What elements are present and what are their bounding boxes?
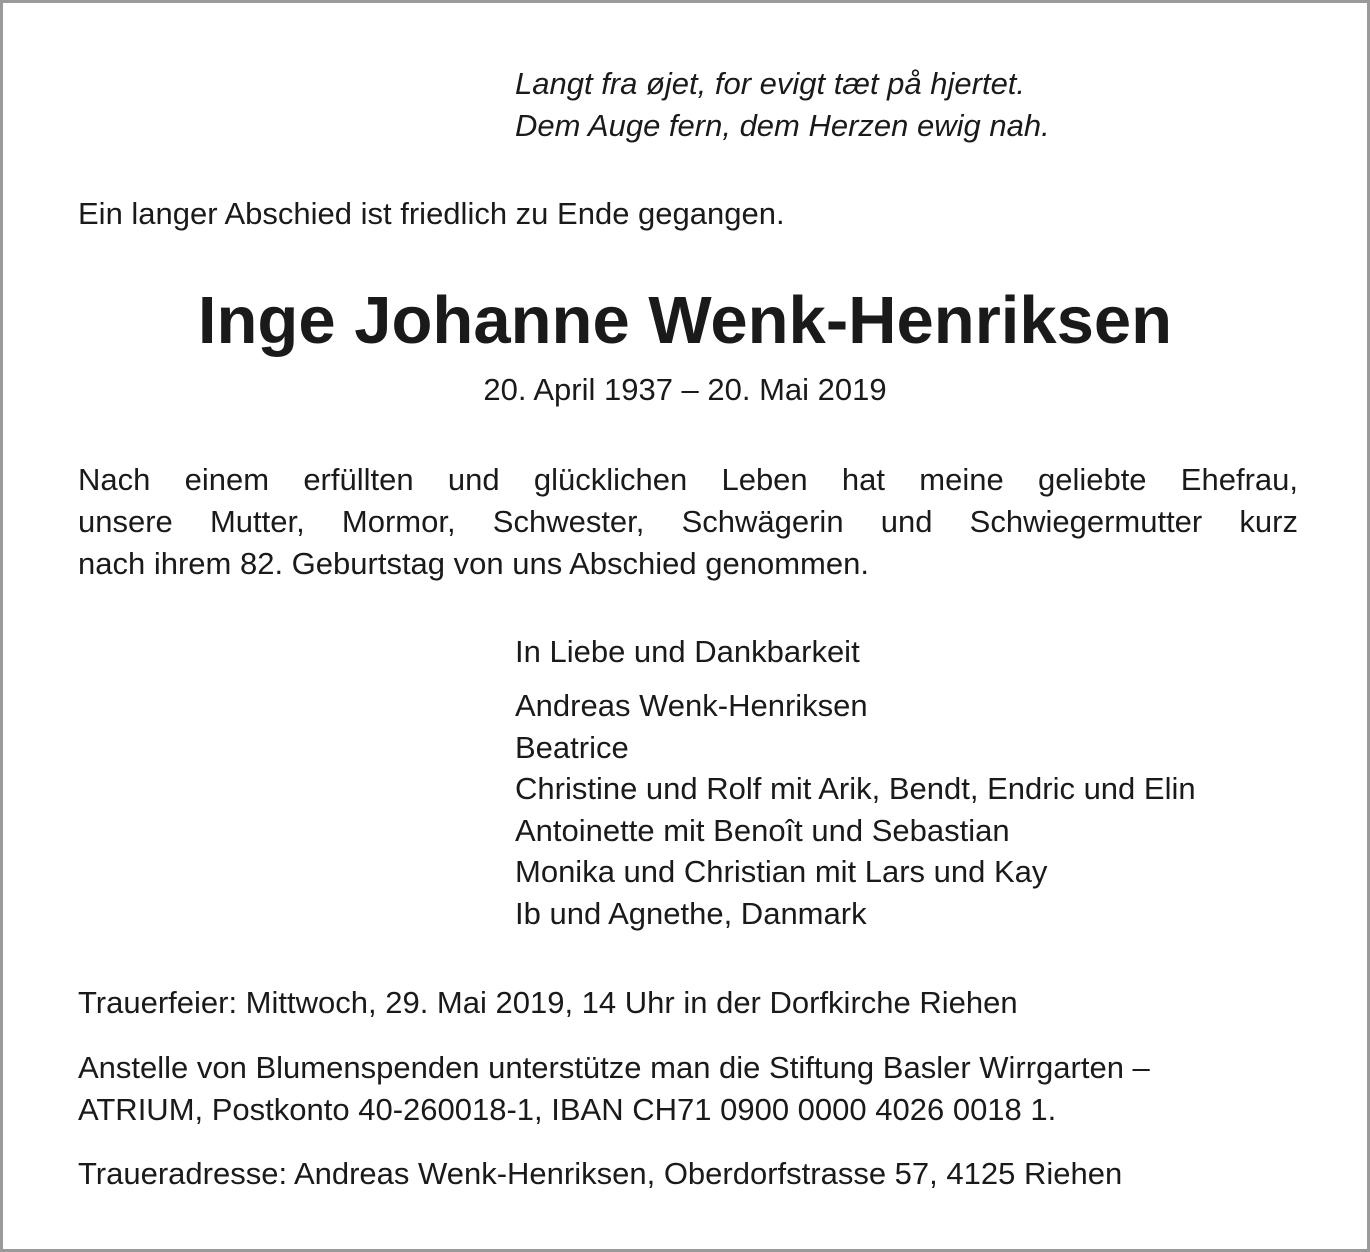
announcement-paragraph	[78, 459, 1298, 585]
mourner-entry: Antoinette mit Benoît und Sebastian	[515, 812, 1010, 848]
motto-quote	[515, 63, 1050, 147]
deceased-name: Inge Johanne Wenk-Henriksen	[197, 283, 1173, 358]
mourning-address: Traueradresse: Andreas Wenk-Henriksen, Oberdorfstrasse 57, 4125 Riehen	[78, 1156, 1123, 1191]
announcement-line: nach ihrem 82. Geburtstag von uns Abschied genommen.	[78, 546, 869, 581]
mourners-list	[515, 685, 1196, 935]
closing-phrase: In Liebe und Dankbarkeit	[515, 634, 860, 669]
donation-line: Anstelle von Blumenspenden unterstütze man die Stiftung Basler Wirrgarten –	[78, 1050, 1150, 1085]
motto-line-danish: Langt fra øjet, for evigt tæt på hjertet.	[515, 66, 1026, 101]
motto-line-german: Dem Auge fern, dem Herzen ewig nah.	[515, 108, 1050, 143]
announcement-line: Nach einem erfüllten und glücklichen Leben hat meine geliebte Ehefrau,	[78, 462, 1298, 497]
intro-text: Ein langer Abschied ist friedlich zu Ende gegangen.	[78, 196, 785, 231]
mourner-entry: Beatrice	[515, 729, 629, 765]
donation-line: ATRIUM, Postkonto 40-260018-1, IBAN CH71 0900 0000 4026 0018 1.	[78, 1092, 1057, 1127]
mourner-entry: Ib und Agnethe, Danmark	[515, 895, 867, 931]
announcement-line: unsere Mutter, Mormor, Schwester, Schwägerin und Schwiegermutter kurz	[78, 504, 1298, 539]
life-dates: 20. April 1937 – 20. Mai 2019	[483, 372, 887, 407]
donation-info	[78, 1047, 1150, 1131]
funeral-service-info: Trauerfeier: Mittwoch, 29. Mai 2019, 14 Uhr in der Dorfkirche Riehen	[78, 985, 1018, 1020]
mourner-entry: Monika und Christian mit Lars und Kay	[515, 854, 1048, 890]
mourner-entry: Christine und Rolf mit Arik, Bendt, Endric und Elin	[515, 771, 1196, 807]
mourner-entry: Andreas Wenk-Henriksen	[515, 688, 868, 723]
